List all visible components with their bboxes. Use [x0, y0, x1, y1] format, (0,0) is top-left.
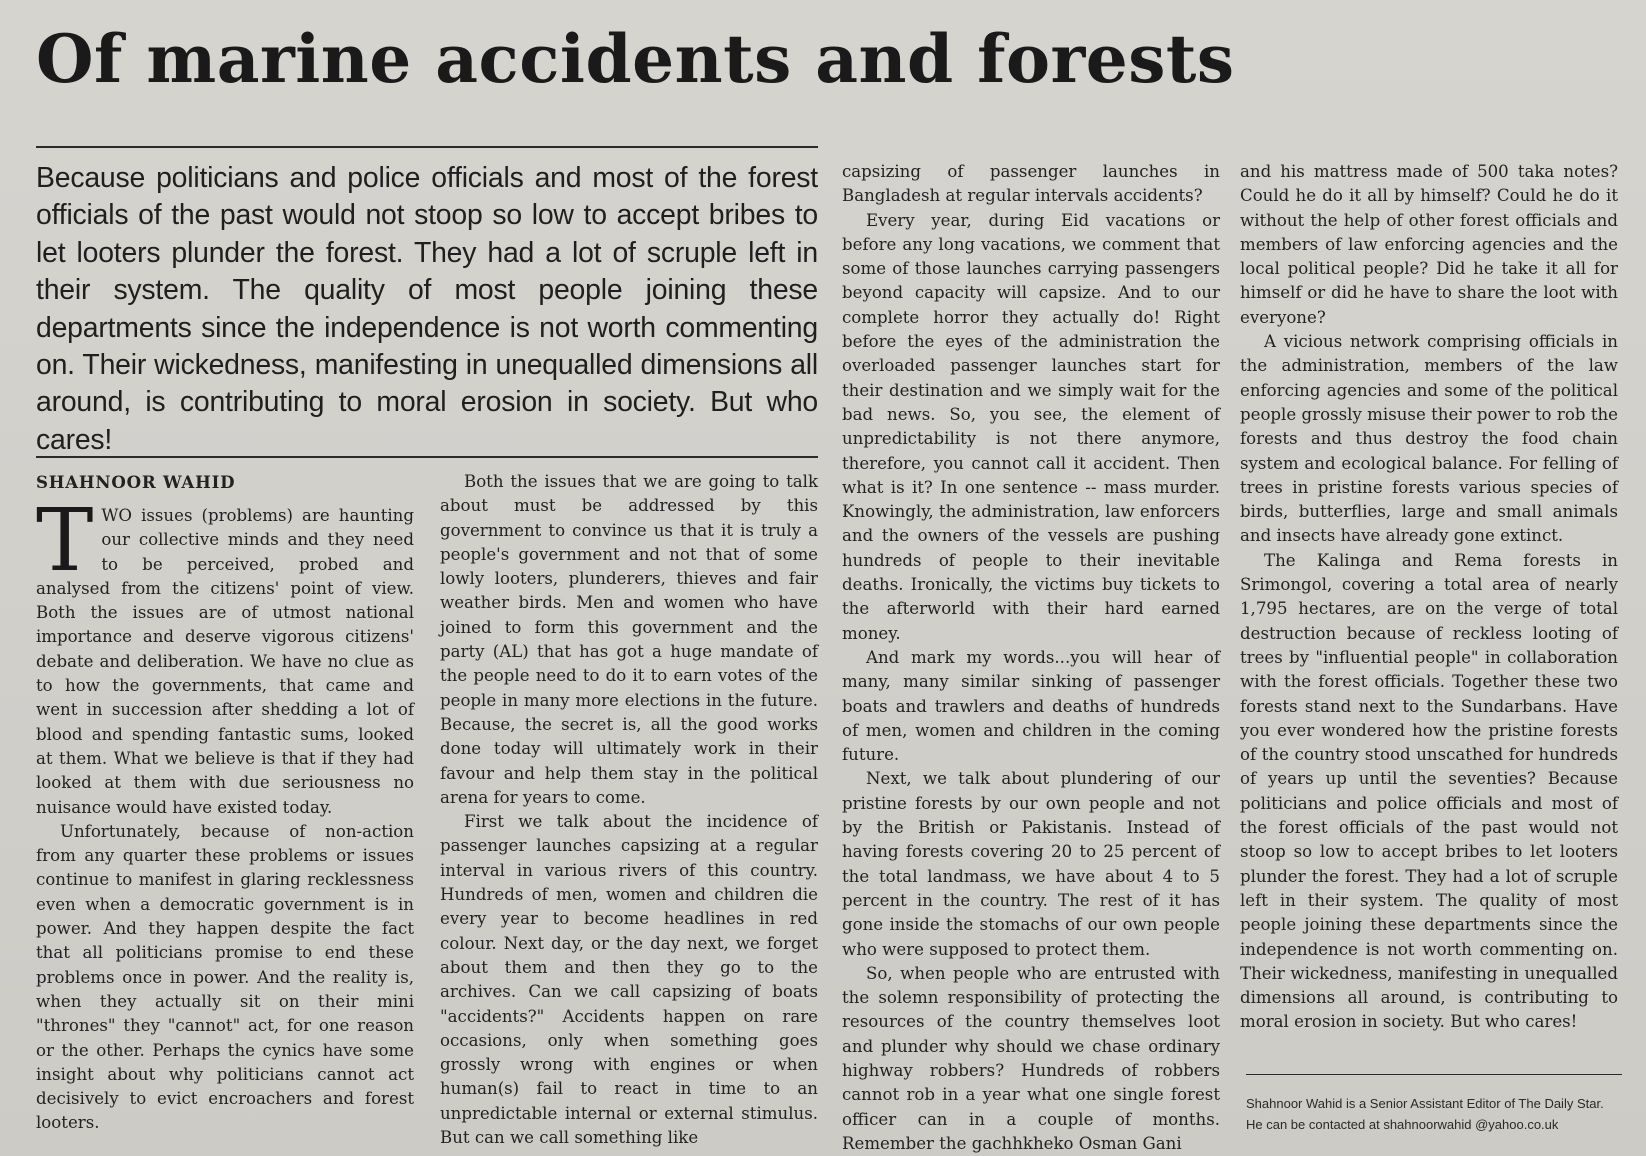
article-paragraph: Unfortunately, because of non-action from any quarter these problems or issues continue to manifest in glaring recklessness even when a democratic government is in power. And they happen despite the fact that all politicians promise to end these problems once in power. And the reality is, when they actually sit on their mini "thrones" they "cannot" act, for one reason or the other. Perhaps the cynics have some insight about why politicians cannot act decisively to evict encroachers and forest looters. — [36, 821, 414, 1133]
bio-line: Shahnoor Wahid is a Senior Assistant Editor of The Daily Star. — [1246, 1096, 1604, 1111]
article-paragraph: capsizing of passenger launches in Bangladesh at regular intervals accidents? — [842, 162, 1220, 206]
deck-top-rule — [36, 146, 818, 148]
paragraph-text: issues (problems) are haunting our collective minds and they need to be perceived, probed and analysed from the citizens' point of view. Both the issues are of utmost national importance and deserve vigorous citizens' debate and deliberation. We have no clue as to how the governments, that came and went in succession after shedding a lot of blood and spending fantastic sums, looked at them. What we believe is that if they had looked at them with due seriousness no nuisance would have existed today. — [36, 506, 414, 817]
article-paragraph: and his mattress made of 500 taka notes? Could he do it all by himself? Could he do it without the help of other forest officials and members of law enforcing agencies and the local political people? Did he take it all for himself or did he have to share the loot with everyone? — [1240, 162, 1618, 327]
article-column-3 — [842, 160, 1220, 1156]
article-paragraph: Next, we talk about plundering of our pristine forests by our own people and not by the British or Pakistanis. Instead of having forests covering 20 to 25 percent of the total landmass, we have about 4 to 5 percent in the country. The rest of it has gone inside the stomachs of our own people who were supposed to protect them. — [842, 769, 1220, 959]
byline: SHAHNOOR WAHID — [36, 472, 236, 492]
article-column-4 — [1240, 160, 1618, 1035]
lead-caps: WO — [101, 506, 133, 525]
bio-contact: He can be contacted at shahnoorwahid @yahoo.co.uk — [1246, 1117, 1559, 1132]
article-column-1 — [36, 470, 414, 1136]
deck-bottom-rule — [36, 456, 818, 458]
bio-rule — [1246, 1074, 1622, 1075]
deck-summary: Because politicians and police officials and most of the forest officials of the past would not stoop so low to accept bribes to let looters plunder the forest. They had a lot of scruple left in their system. The quality of most people joining these departments since the independence is not worth commenting on. Their wickedness, manifesting in unequalled dimensions all around, is contributing to moral erosion in society. But who cares! — [36, 162, 818, 456]
article-column-2 — [440, 470, 818, 1150]
article-paragraph: Every year, during Eid vacations or before any long vacations, we comment that some of those launches carrying passengers beyond capacity will capsize. And to our complete horror they actually do! Right before the eyes of the administration the overloaded passenger launches start for their destination and we simply wait for the bad news. So, you see, the element of unpredictability is not there anymore, therefore, you cannot call it accident. Then what is it? In one sentence -- mass murder. Knowingly, the administration, law enforcers and the owners of the vessels are pushing hundreds of people to their inevitable deaths. Ironically, the victims buy tickets to the afterworld with their hard earned money. — [842, 210, 1220, 643]
author-bio — [1246, 1093, 1626, 1135]
article-paragraph: A vicious network comprising officials in the administration, members of the law enforcing agencies and some of the political people grossly misuse their power to rob the forests and thus destroy the food chain system and ecological balance. For felling of trees in pristine forests various species of birds, butterflies, large and small animals and insects have already gone extinct. — [1240, 332, 1618, 546]
article-paragraph: So, when people who are entrusted with the solemn responsibility of protecting the resources of the country themselves loot and plunder why should we chase ordinary highway robbers? Hundreds of robbers cannot rob in a year what one single forest officer can in a couple of months. Remember the gachhkheko Osman Gani — [842, 963, 1220, 1153]
article-paragraph: Both the issues that we are going to talk about must be addressed by this government to convince us that it is truly a people's government and not that of some lowly looters, plunderers, thieves and fair weather birds. Men and women who have joined to form this government and the party (AL) that has got a huge mandate of the people need to do it to earn votes of the people in many more elections in the future. Because, the secret is, all the good works done today will ultimately work in their favour and help them stay in the political arena for years to come. — [440, 472, 818, 807]
article-paragraph — [36, 491, 414, 820]
article-paragraph: The Kalinga and Rema forests in Srimongol, covering a total area of nearly 1,795 hectares, are on the verge of total destruction because of reckless looting of trees by "influential people" in collaboration with the forest officials. Together these two forests stand next to the Sundarbans. Have you ever wondered how the pristine forests of the country stood unscathed for hundreds of years up until the seventies? Because politicians and police officials and most of the forest officials of the past would not stoop so low to accept bribes to let looters plunder the forest. They had a lot of scruple left in their system. The quality of most people joining these departments since the independence is not worth commenting on. Their wickedness, manifesting in unequalled dimensions all around, is contributing to moral erosion in society. But who cares! — [1240, 550, 1618, 1032]
article-paragraph: First we talk about the incidence of passenger launches capsizing at a regular interval in various rivers of this country. Hundreds of men, women and children die every year to become headlines in red colour. Next day, or the day next, we forget about them and then they go to the archives. Can we call capsizing of boats "accidents?" Accidents happen on rare occasions, only when something goes grossly wrong with engines or when human(s) fail to react in time to an unpredictable internal or external stimulus. But can we call something like — [440, 812, 818, 1148]
headline: Of marine accidents and forests — [36, 20, 1235, 98]
article-paragraph: And mark my words...you will hear of many, many similar sinking of passenger boats and trawlers and deaths of hundreds of men, women and children in the coming future. — [842, 647, 1220, 765]
drop-cap: T — [36, 491, 94, 591]
